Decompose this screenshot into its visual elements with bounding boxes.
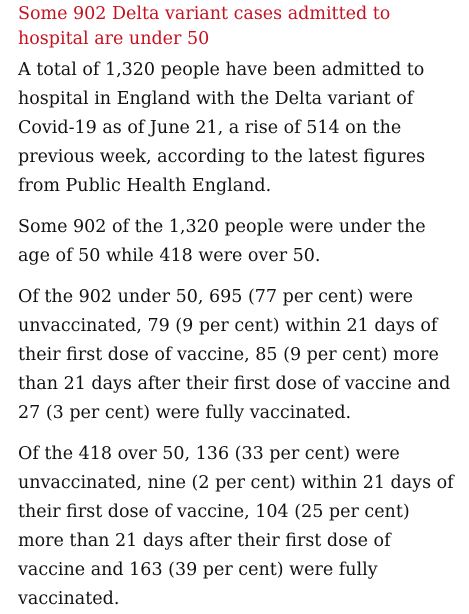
article-paragraph-4: Of the 418 over 50, 136 (33 per cent) were unvaccinated, nine (2 per cent) within 21 days of their first dose of vaccine, 104 (25 per cent) more than 21 days after their first dose of vaccine and 163 (39 per cent) were fully vaccinated. <box>18 444 454 609</box>
article-paragraph-1: A total of 1,320 people have been admitted to hospital in England with the Delta variant of Covid-19 as of June 21, a rise of 514 on the previous week, according to the latest figures from Public Health England. <box>18 60 426 196</box>
article-subheading: Some 902 Delta variant cases admitted to hospital are under 50 <box>18 4 391 49</box>
article-paragraph-3: Of the 902 under 50, 695 (77 per cent) were unvaccinated, 79 (9 per cent) within 21 days of their first dose of vaccine, 85 (9 per cent) more than 21 days after their first dose of vaccine and 27 (3 per cent) were fully vaccinated. <box>18 287 451 423</box>
article-paragraph-2: Some 902 of the 1,320 people were under the age of 50 while 418 were over 50. <box>18 217 426 266</box>
article-body <box>18 0 458 614</box>
